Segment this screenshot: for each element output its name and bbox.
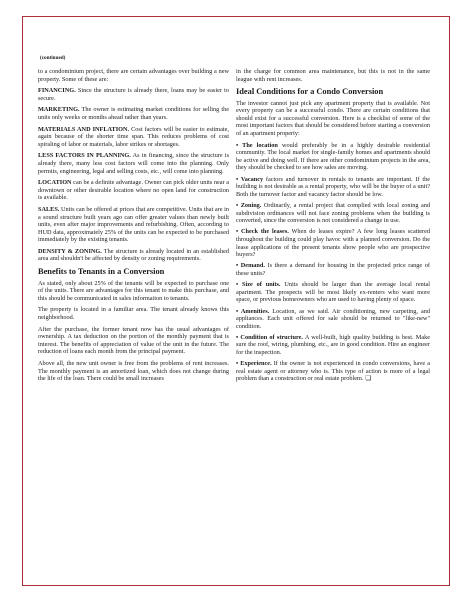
ideal-conditions-heading: Ideal Conditions for a Condo Conversion — [236, 87, 384, 97]
bullet-condition: • Condition of structure. A well-built, high quality building is best. Make sure the roof, wiring, plumbing, etc., are in good condition. Hire an engineer for the inspection. — [236, 333, 430, 357]
left-column — [38, 68, 229, 387]
bullet-size: • Size of units. Units should be larger than the average local rental apartment. The prospects will be most likely ex-renters who want more space, or previous homeowners who are used to having plenty of space. — [236, 281, 430, 304]
end-mark-icon: ❏ — [365, 375, 371, 383]
item-planning: LESS FACTORS IN PLANNING. As in financing, since the structure is already there, many less cost factors will come into the planning. Only permits, engineering, legal and selling costs, etc., will come into planning. — [38, 152, 230, 175]
continued-paragraph: in the charge for common area maintenance, but this is not in the same league with rent increases. — [236, 68, 430, 83]
bullet-vacancy: • Vacancy factors and turnover in rentals to tenants are important. If the building is not desirable as a rental property, who will be the buyer of a unit? Both the turnover factor and vacancy factor should be low. — [236, 175, 430, 198]
item-location: LOCATION can be a definite advantage. Owner can pick older units near a downtown or other desirable location where no open land for construction is available. — [38, 179, 229, 202]
bullet-leases: • Check the leases. When do leases expire? A few long leases scattered throughout the building could play havoc with a planned conversion. Do the lease applications of the present tenants show people who are prospective buyers? — [236, 228, 430, 259]
item-marketing: MARKETING. The owner is estimating market conditions for selling the units only weeks or months ahead rather than years. — [38, 106, 229, 121]
benefits-heading: Benefits to Tenants in a Conversion — [38, 267, 165, 277]
item-materials: MATERIALS AND INFLATION. Cost factors will be easier to estimate, again because of the shorter time span. This reduces problems of cost spiraling of labor or materials, labor strikes or shortages. — [38, 125, 229, 148]
intro-paragraph: to a condominium project, there are certain advantages over building a new property. Some of these are: — [38, 68, 229, 83]
benefits-paragraph-1: As stated, only about 25% of the tenants will be expected to purchase one of the units. There are advantages for this tenant to make this purchase, and this should be communicated in sales information to tenants. — [38, 279, 229, 302]
ideal-intro-paragraph: The investor cannot just pick any apartment property that is available. Not every property can be a successful condo. There are certain conditions that should exist for a successful conversion. Here is a checklist of some of the most important factors that should be considered before starting a conversion of an apartment property: — [236, 99, 430, 138]
item-sales: SALES. Units can be offered at prices that are competitive. Units that are in a sound structure built years ago can offer greater values than newly built units, even after major improvements and refurbishing. Often, according to HUD data, approximately 25% of the units can be expected to be purchased immediately by the existing tenants. — [38, 205, 229, 244]
bullet-demand: • Demand. Is there a demand for housing in the projected price range of these units? — [236, 262, 430, 277]
benefits-paragraph-4: Above all, the new unit owner is free from the problems of rent increases. The monthly payment is an amortized loan, which does not change during the life of the loan. There could be small increases — [38, 359, 229, 383]
bullet-zoning: • Zoning. Ordinarily, a rental project that complied with local zoning and subdivision ordinances will not face zoning problems when the building is converted, since the conversion is not considered a change in use. — [236, 202, 430, 225]
benefits-paragraph-3: After the purchase, the former tenant now has the usual advantages of ownership. A tax deduction on the portion of the monthly payment that is interest. The benefits of appreciation of value of the unit in the future. The reduction of loans each month from the principal payment. — [38, 325, 229, 356]
right-column — [236, 68, 430, 387]
bullet-experience: • Experience. If the owner is not experienced in condo conversions, have a real estate agent or attorney who is. This type of action is more of a legal problem than a construction or real estate problem. ❏ — [236, 360, 431, 383]
item-financing: FINANCING. Since the structure is already there, loans may be easier to secure. — [38, 87, 229, 102]
benefits-paragraph-2: The property is located in a familiar area. The tenant already knows this neighborhood. — [38, 306, 229, 321]
bullet-location: • The location would preferably be in a highly desirable residential community. The local market for single-family homes and apartments should be active and doing well. If there are other condominium projects in the area, they should be checked to see how sales are moving. — [236, 141, 430, 172]
continued-label: (continued) — [40, 55, 66, 61]
item-density: DENSITY & ZONING. The structure is already located in an established area and shouldn't be affected by density or zoning requirements. — [38, 247, 229, 263]
bullet-amenities: • Amenities. Location, as we said. Air conditioning, new carpeting, and appliances. Each unit offered for sale should be returned to "like-new" condition. — [236, 307, 431, 330]
